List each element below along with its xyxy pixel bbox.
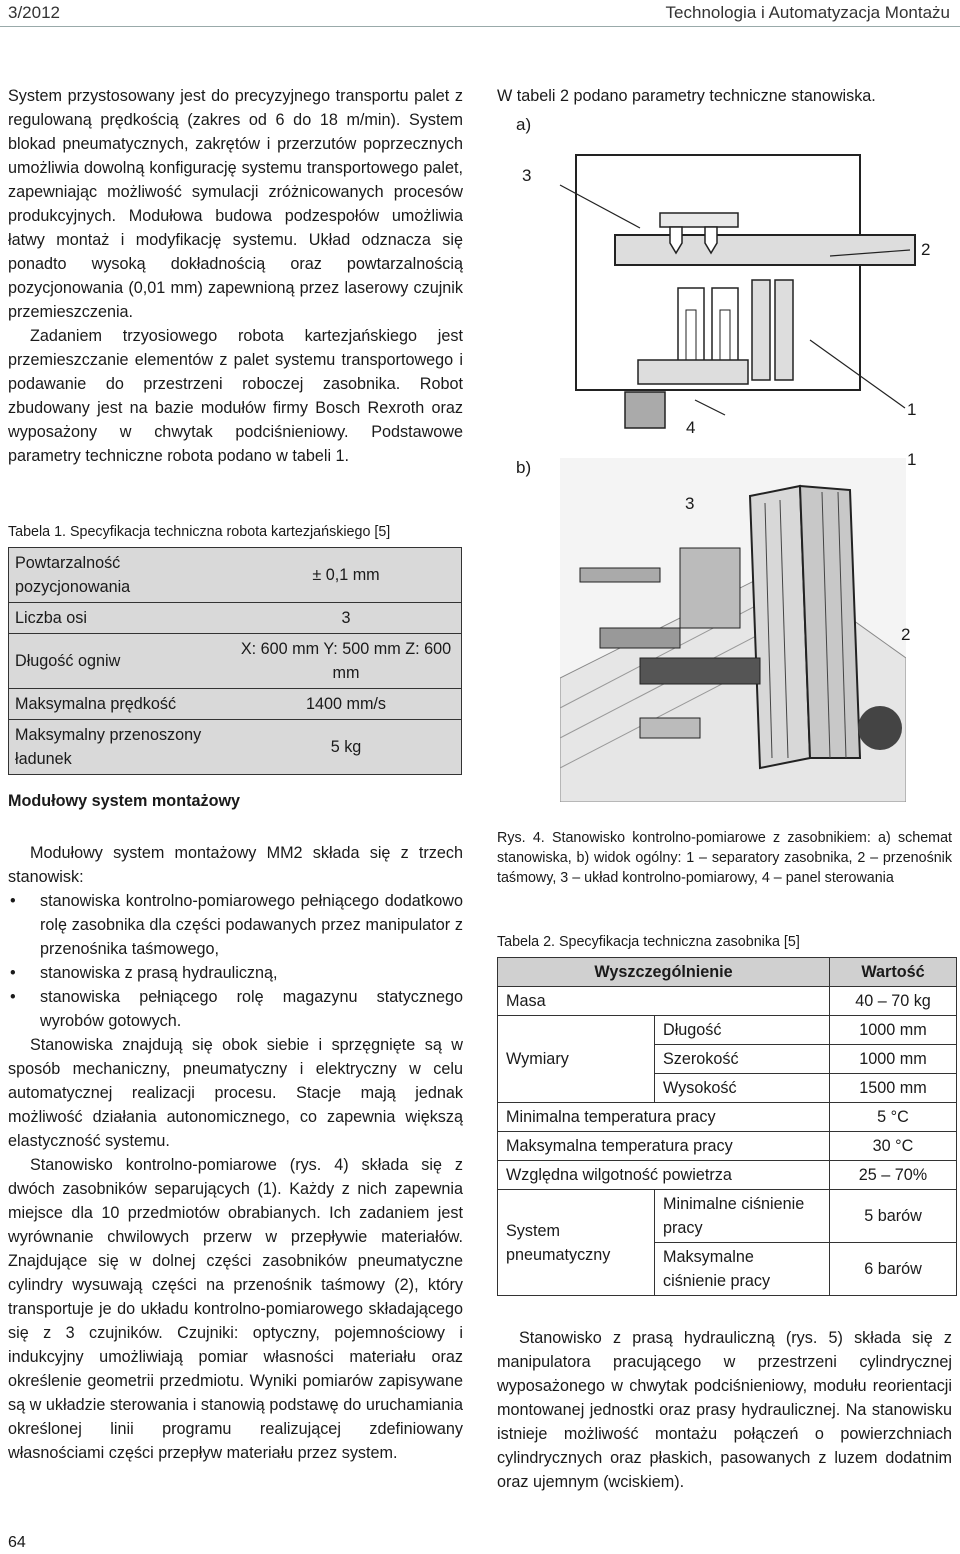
table-cell: Masa — [498, 987, 830, 1016]
station-photo — [560, 458, 906, 802]
table-row — [498, 1190, 957, 1243]
table-cell: Wysokość — [655, 1074, 830, 1103]
callout-3: 3 — [522, 166, 532, 185]
table1-caption: Tabela 1. Specyfikacja techniczna robota kartezjańskiego [5] — [8, 524, 391, 540]
table-cell: Maksymalne ciśnienie pracy — [655, 1243, 830, 1296]
robot-spec-table — [8, 547, 462, 775]
table-cell: 5 barów — [830, 1190, 957, 1243]
figure-caption: Rys. 4. Stanowisko kontrolno-pomiarowe z zasobnikiem: a) schemat stanowiska, b) widok ogólny: 1 – separatory zasobnika, 2 – przenośnik taśmowy, 3 – układ kontrolno-pomiarowy, 4 – panel sterowania — [497, 830, 952, 886]
table-row — [498, 1016, 957, 1045]
issue-number: 3/2012 — [8, 3, 60, 22]
table-cell: Minimalna temperatura pracy — [498, 1103, 830, 1132]
storage-spec-table — [497, 957, 957, 1296]
table-cell: 40 – 70 kg — [830, 987, 957, 1016]
list-item: • stanowiska kontrolno-pomiarowego pełniącego dodatkowo rolę zasobnika dla części podawanych przez manipulator z przenośnika taśmowego, — [8, 889, 463, 961]
table-cell: 1500 mm — [830, 1074, 957, 1103]
table-cell: Powtarzalność pozycjonowania — [9, 548, 232, 603]
table-row — [498, 1103, 957, 1132]
table-row — [498, 987, 957, 1016]
table2-caption: Tabela 2. Specyfikacja techniczna zasobnika [5] — [497, 934, 800, 950]
table-row — [9, 720, 462, 775]
table-header-cell: Wyszczególnienie — [498, 958, 830, 987]
table-cell: Długość ogniw — [9, 634, 232, 689]
table-cell: Liczba osi — [9, 603, 232, 634]
table-cell: Długość — [655, 1016, 830, 1045]
figure-b-label: b) — [516, 458, 532, 477]
paragraph: Stanowisko z prasą hydrauliczną (rys. 5) składa się z manipulatora pracującego w przestrzeni cylindrycznej wyposażonego w chwytak podciśnieniowy, modułu reorientacji montowanej jednostki oraz prasy hydraulicznej. Na stanowisku istnieje możliwość montażu połączeń o powierzchniach cylindrycznych oraz płaskich, pasowanych z luzem dodatnim oraz ujemnym (wciskiem). — [497, 1329, 952, 1491]
left-column-top — [8, 84, 463, 468]
left-column-bottom — [8, 841, 463, 1465]
station-schematic — [520, 140, 940, 430]
paragraph: Stanowisko kontrolno-pomiarowe (rys. 4) składa się z dwóch zasobników separujących (1). Każdy z nich zapewnia miejsce dla 10 przedmiotów obrabianych. Ich zadaniem jest wyrównanie chwilowych przerw w przepływie materiałów. Znajdujące się w dolnej części zasobników pneumatyczne cylindry wysuwają części na przenośnik taśmowy (2), który transportuje je do układu kontrolno-pomiarowego składającego się z 3 czujników. Czujniki: optyczny, pojemnościowy i indukcyjny umożliwiają pomiar własności materiału oraz określenie geometrii przedmiotu. Wyniki pomiarów zapisywane są w układzie sterowania i stanowią podstawę do uruchamiania określonej linii programu realizującej zdefiniowany własnościami części przepływ materiału przez system. — [8, 1156, 463, 1462]
table-cell: 3 — [231, 603, 462, 634]
table-cell: System pneumatyczny — [498, 1190, 655, 1296]
table-cell: Względna wilgotność powietrza — [498, 1161, 830, 1190]
figure-a-label: a) — [516, 115, 532, 134]
table-cell: X: 600 mm Y: 500 mm Z: 600 mm — [231, 634, 462, 689]
table-row — [9, 548, 462, 603]
table-header-cell: Wartość — [830, 958, 957, 987]
paragraph: System przystosowany jest do precyzyjnego transportu palet z regulowaną prędkością (zakres od 6 do 18 m/min). System blokad pneumatycznych, zakrętów i przerzutów poprzecznych umożliwia dowolną konfigurację systemu transportowego palet, zapewniając możliwość symulacji zróżnicowanych procesów produkcyjnych. Modułowa budowa podzespołów umożliwia łatwy montaż i modyfikację systemu. Układ odznacza się ponadto wysoką dokładnością oraz powtarzalnością pozycjonowania (0,01 mm) zapewnioną przez laserowy czujnik przemieszczenia. — [8, 87, 463, 321]
table-header-row — [498, 958, 957, 987]
table-cell: Maksymalna prędkość — [9, 689, 232, 720]
table-cell: 6 barów — [830, 1243, 957, 1296]
table-cell: Wymiary — [498, 1016, 655, 1103]
table-cell: 30 °C — [830, 1132, 957, 1161]
paragraph: W tabeli 2 podano parametry techniczne stanowiska. — [497, 87, 876, 105]
paragraph: Zadaniem trzyosiowego robota kartezjańskiego jest przemieszczanie elementów z palet systemu transportowego i podawanie do przestrzeni roboczej zasobnika. Robot zbudowany jest na bazie modułów firmy Bosch Rexroth oraz wyposażony w chwytak podciśnieniowy. Podstawowe parametry techniczne robota podano w tabeli 1. — [8, 327, 463, 465]
callout-1: 1 — [907, 450, 917, 469]
table-row — [498, 1161, 957, 1190]
callout-3: 3 — [685, 494, 695, 513]
callout-4: 4 — [686, 418, 696, 437]
list-item: • stanowiska z prasą hydrauliczną, — [8, 961, 463, 985]
list-item: • stanowiska pełniącego rolę magazynu statycznego wyrobów gotowych. — [8, 985, 463, 1033]
table-cell: 5 °C — [830, 1103, 957, 1132]
callout-1: 1 — [907, 400, 917, 419]
journal-title: Technologia i Automatyzacja Montażu — [665, 3, 950, 22]
table-cell: 1400 mm/s — [231, 689, 462, 720]
table-cell: 1000 mm — [830, 1016, 957, 1045]
table-cell: Maksymalny przenoszony ładunek — [9, 720, 232, 775]
paragraph: Stanowiska znajdują się obok siebie i sprzęgnięte są w sposób mechaniczny, pneumatyczny i elektryczny w celu automatycznej realizacji procesu. Stacje mają jednak możliwość działania autonomicznego, co zapewnia większą elastyczność systemu. — [8, 1036, 463, 1150]
table-cell: 25 – 70% — [830, 1161, 957, 1190]
callout-2: 2 — [901, 625, 911, 644]
table-row — [498, 1132, 957, 1161]
paragraph: Modułowy system montażowy MM2 składa się z trzech stanowisk: — [8, 844, 463, 886]
table-row — [9, 634, 462, 689]
station-list — [8, 889, 463, 1033]
section-title: Modułowy system montażowy — [8, 792, 241, 810]
table-cell: Szerokość — [655, 1045, 830, 1074]
table-cell: Minimalne ciśnienie pracy — [655, 1190, 830, 1243]
page-header — [0, 0, 960, 27]
table-cell: ± 0,1 mm — [231, 548, 462, 603]
table-cell: Maksymalna temperatura pracy — [498, 1132, 830, 1161]
table-row — [9, 689, 462, 720]
page-number: 64 — [8, 1534, 26, 1551]
callout-2: 2 — [921, 240, 931, 259]
table-cell: 5 kg — [231, 720, 462, 775]
table-row — [9, 603, 462, 634]
table-cell: 1000 mm — [830, 1045, 957, 1074]
